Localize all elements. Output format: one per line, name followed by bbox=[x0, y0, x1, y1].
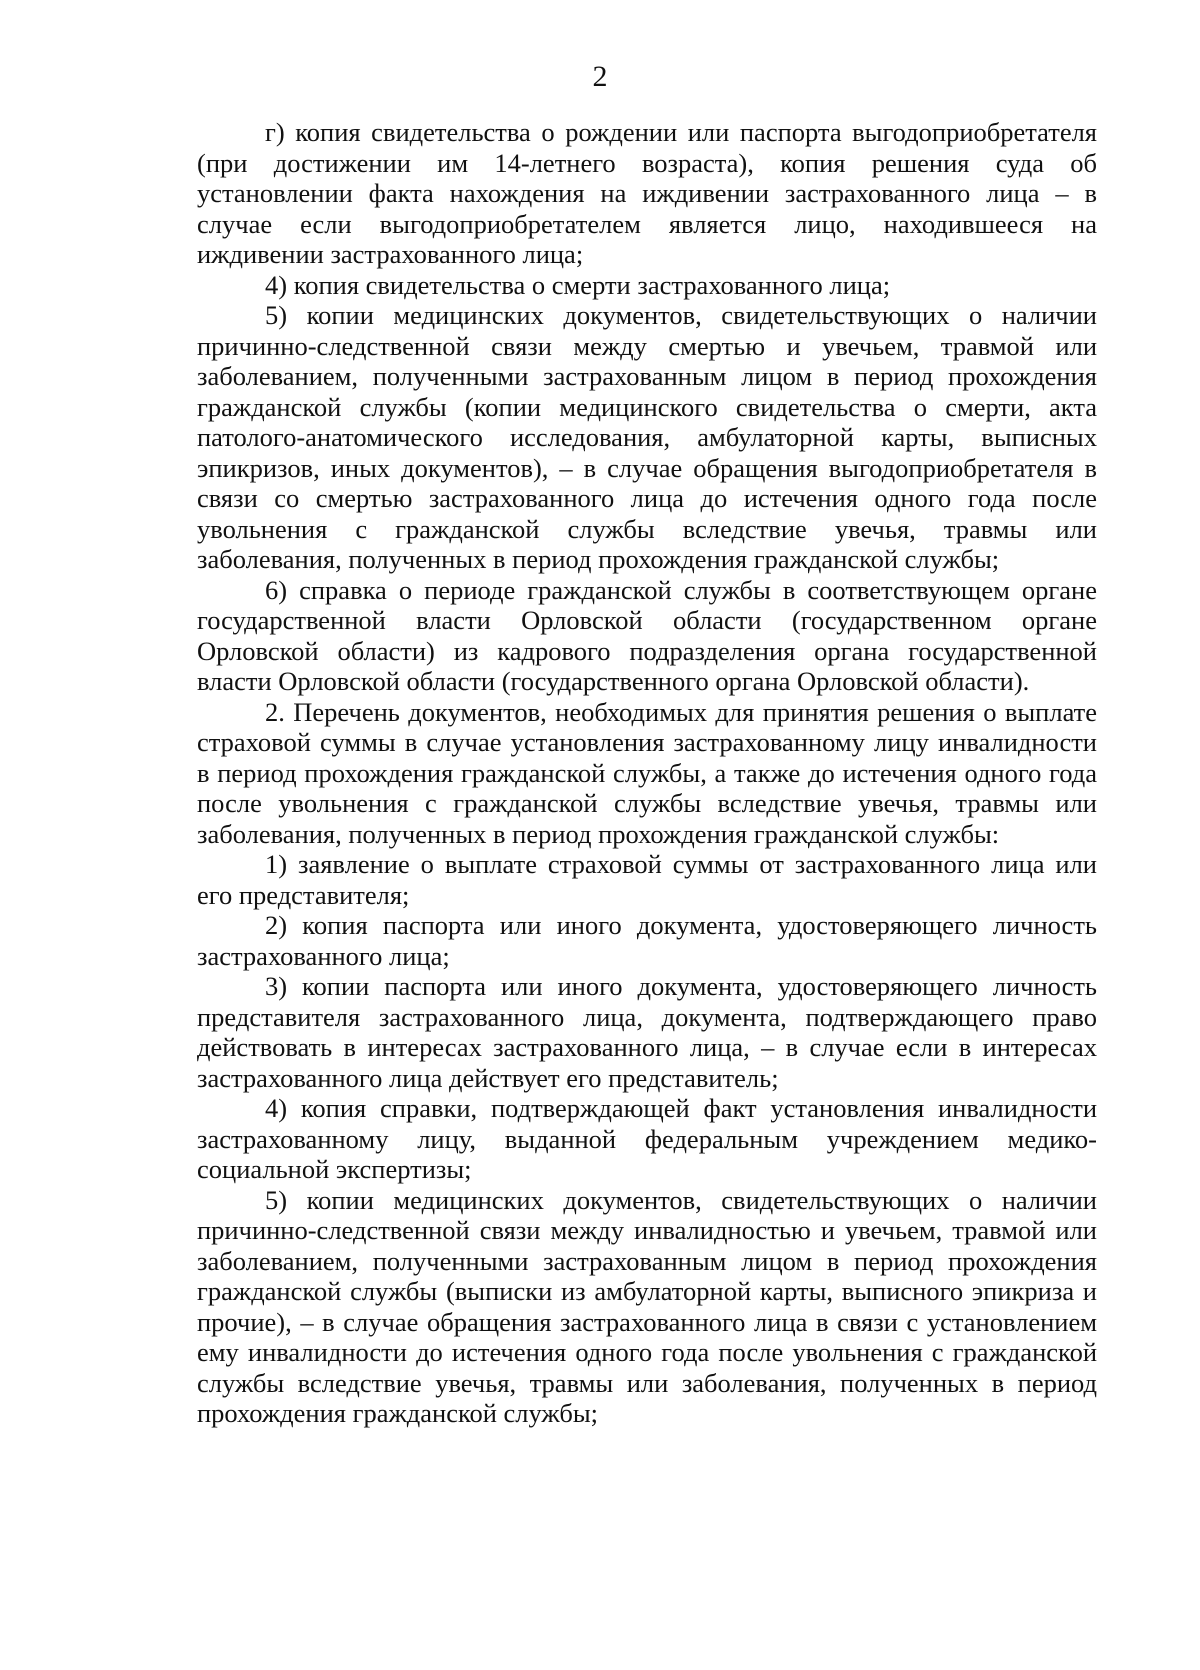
document-body bbox=[197, 117, 1097, 1429]
paragraph-4-disability-certificate: 4) копия справки, подтверждающей факт установления инвалидности застрахованному лицу, выданной федеральным учреждением медико-социальной экспертизы; bbox=[197, 1093, 1097, 1184]
paragraph-5-medical-documents: 5) копии медицинских документов, свидетельствующих о наличии причинно-следственной связи между смертью и увечьем, травмой или заболеванием, полученными застрахованным лицом в период прохождения гражданской службы (копии медицинского свидетельства о смерти, акта патолого-анатомического исследования, амбулаторной карты, выписных эпикризов, иных документов), – в случае обращения выгодоприобретателя в связи со смертью застрахованного лица до истечения одного года после увольнения с гражданской службы вследствие увечья, травмы или заболевания, полученных в период прохождения гражданской службы; bbox=[197, 300, 1097, 574]
paragraph-4-death-certificate: 4) копия свидетельства о смерти застрахованного лица; bbox=[265, 269, 891, 300]
paragraph-section-2-list: 2. Перечень документов, необходимых для принятия решения о выплате страховой суммы в случае установления застрахованному лицу инвалидности в период прохождения гражданской службы, а также до истечения одного года после увольнения с гражданской службы вследствие увечья, травмы или заболевания, полученных в период прохождения гражданской службы: bbox=[197, 696, 1097, 849]
paragraph-6-service-certificate: 6) справка о периоде гражданской службы в соответствующем органе государственной власти Орловской области (государственном органе Орловской области) из кадрового подразделения органа государственной власти Орловской области (государственного органа Орловской области). bbox=[197, 574, 1097, 696]
paragraph-5-disability-medical-documents: 5) копии медицинских документов, свидетельствующих о наличии причинно-следственной связи между инвалидностью и увечьем, травмой или заболеванием, полученными застрахованным лицом в период прохождения гражданской службы (выписки из амбулаторной карты, выписного эпикриза и прочие), – в случае обращения застрахованного лица в связи с установлением ему инвалидности до истечения одного года после увольнения с гражданской службы вследствие увечья, травмы или заболевания, полученных в период прохождения гражданской службы; bbox=[197, 1184, 1097, 1428]
paragraph-2-passport-copy: 2) копия паспорта или иного документа, удостоверяющего личность застрахованного лица; bbox=[197, 910, 1097, 971]
page-number: 2 bbox=[592, 60, 608, 93]
paragraph-3-representative-passport: 3) копии паспорта или иного документа, удостоверяющего личность представителя застрахованного лица, документа, подтверждающего право действовать в интересах застрахованного лица, – в случае если в интересах застрахованного лица действует его представитель; bbox=[197, 971, 1097, 1093]
paragraph-1-application: 1) заявление о выплате страховой суммы от застрахованного лица или его представителя; bbox=[197, 849, 1097, 910]
paragraph-g-birth-certificate: г) копия свидетельства о рождении или паспорта выгодоприобретателя (при достижении им 14-летнего возраста), копия решения суда об установлении факта нахождения на иждивении застрахованного лица – в случае если выгодоприобретателем является лицо, находившееся на иждивении застрахованного лица; bbox=[197, 117, 1097, 269]
